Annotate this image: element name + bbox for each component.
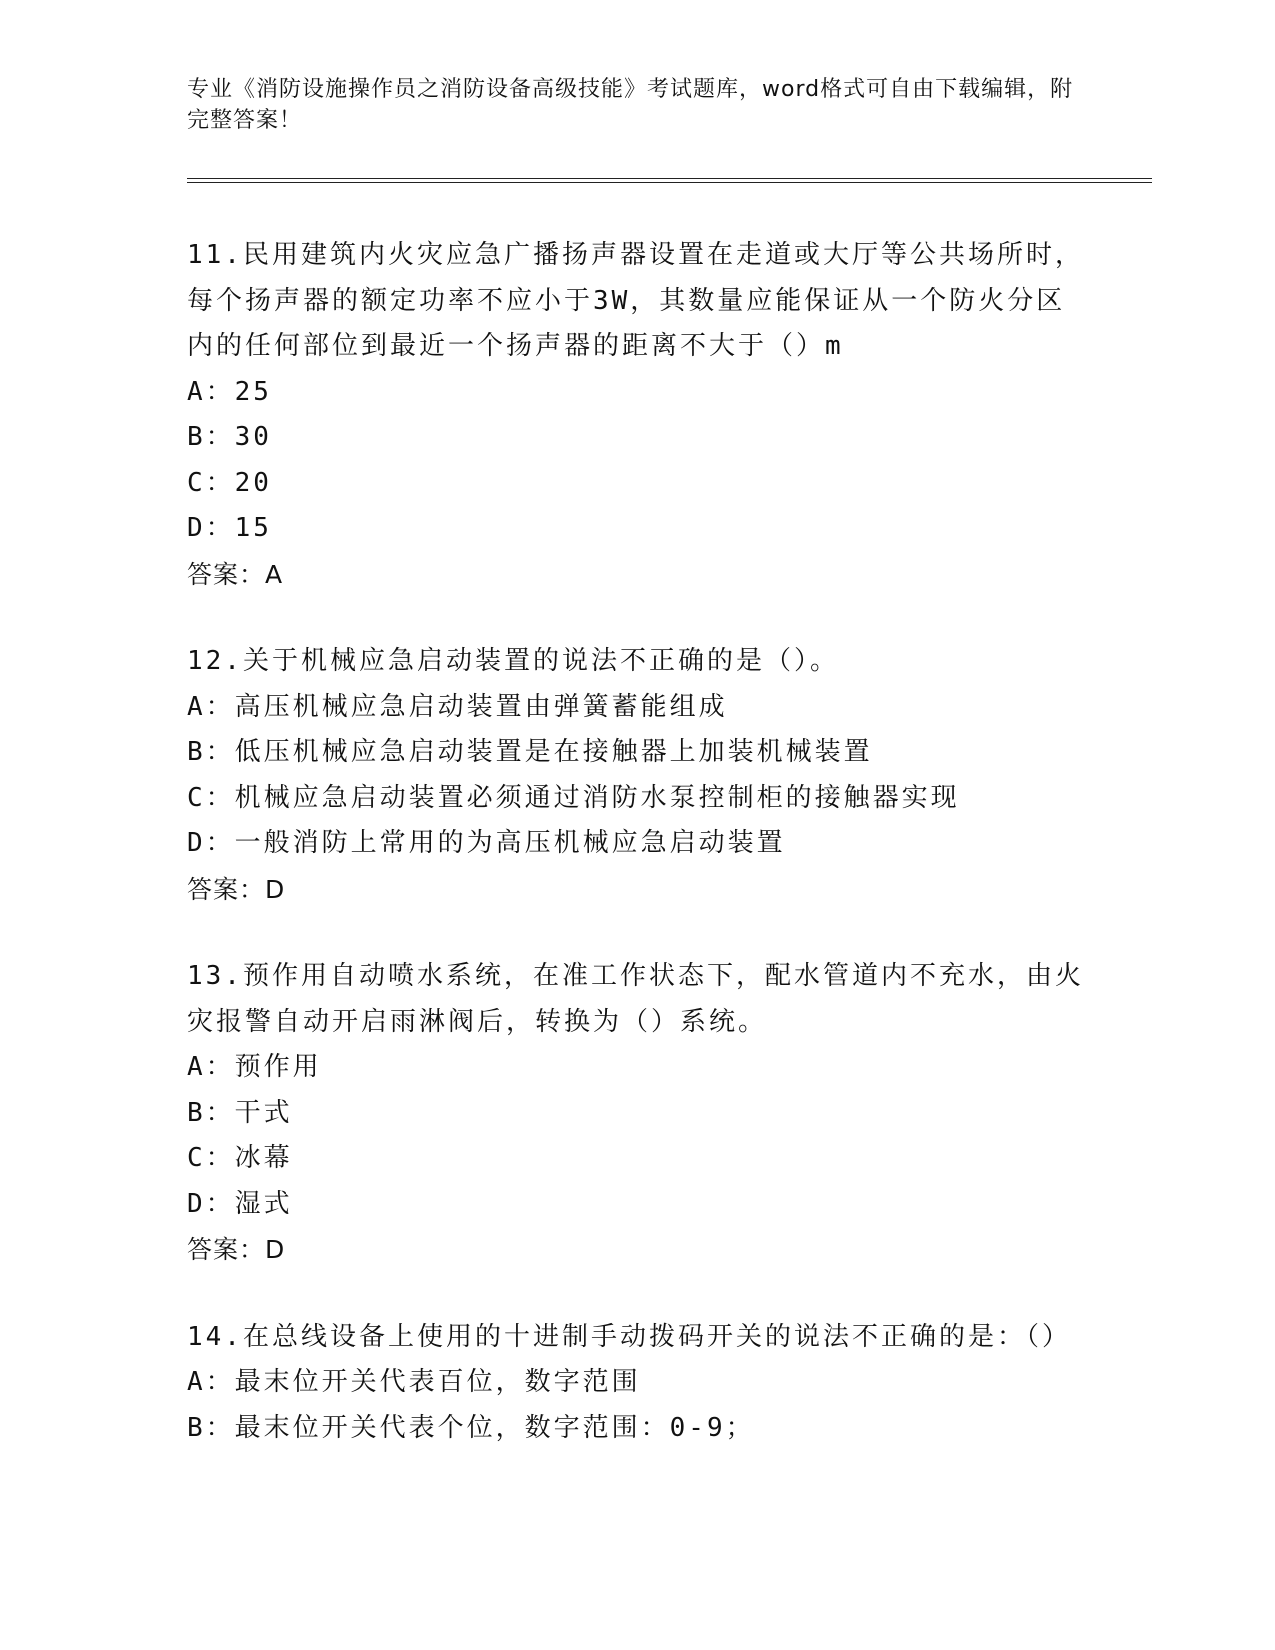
option-d: D：一般消防上常用的为高压机械应急启动装置 bbox=[187, 828, 786, 858]
document-header: 专业《消防设施操作员之消防设备高级技能》考试题库，word格式可自由下载编辑，附完整答案！ bbox=[187, 77, 1074, 133]
question-item bbox=[187, 1315, 1087, 1452]
answer-text: 答案：D bbox=[187, 1235, 286, 1264]
question-text: 13.预作用自动喷水系统，在准工作状态下，配水管道内不充水，由火灾报警自动开启雨淋阀后，转换为（）系统。 bbox=[187, 961, 1084, 1037]
option-d: D：湿式 bbox=[187, 1188, 293, 1219]
option-a: A：预作用 bbox=[187, 1052, 322, 1082]
question-item bbox=[187, 233, 1087, 597]
option-b: B：低压机械应急启动装置是在接触器上加装机械装置 bbox=[187, 737, 873, 767]
option-b: B：最末位开关代表个位，数字范围：0-9； bbox=[187, 1412, 755, 1443]
header-divider-line-secondary bbox=[187, 182, 1152, 183]
question-text: 12.关于机械应急启动装置的说法不正确的是（）。 bbox=[187, 646, 839, 676]
option-c: C：20 bbox=[187, 467, 272, 498]
question-text: 14.在总线设备上使用的十进制手动拨码开关的说法不正确的是：（） bbox=[187, 1321, 1071, 1352]
option-a: A：25 bbox=[187, 376, 272, 407]
option-c: C：冰幕 bbox=[187, 1143, 293, 1173]
answer-text: 答案：D bbox=[187, 874, 286, 904]
answer-text: 答案：A bbox=[187, 559, 284, 589]
question-item bbox=[187, 639, 1087, 912]
question-list bbox=[187, 233, 1087, 1451]
option-a: A：高压机械应急启动装置由弹簧蓄能组成 bbox=[187, 691, 728, 722]
option-b: B：30 bbox=[187, 422, 272, 452]
header-divider-line bbox=[187, 178, 1152, 179]
option-d: D：15 bbox=[187, 513, 272, 543]
question-item bbox=[187, 954, 1087, 1273]
option-b: B：干式 bbox=[187, 1097, 293, 1128]
option-a: A：最末位开关代表百位，数字范围 bbox=[187, 1367, 641, 1397]
question-text: 11.民用建筑内火灾应急广播扬声器设置在走道或大厅等公共场所时，每个扬声器的额定功率不应小于3W，其数量应能保证从一个防火分区内的任何部位到最近一个扬声器的距离不大于（）m bbox=[187, 240, 1084, 361]
option-c: C：机械应急启动装置必须通过消防水泵控制柜的接触器实现 bbox=[187, 782, 960, 813]
